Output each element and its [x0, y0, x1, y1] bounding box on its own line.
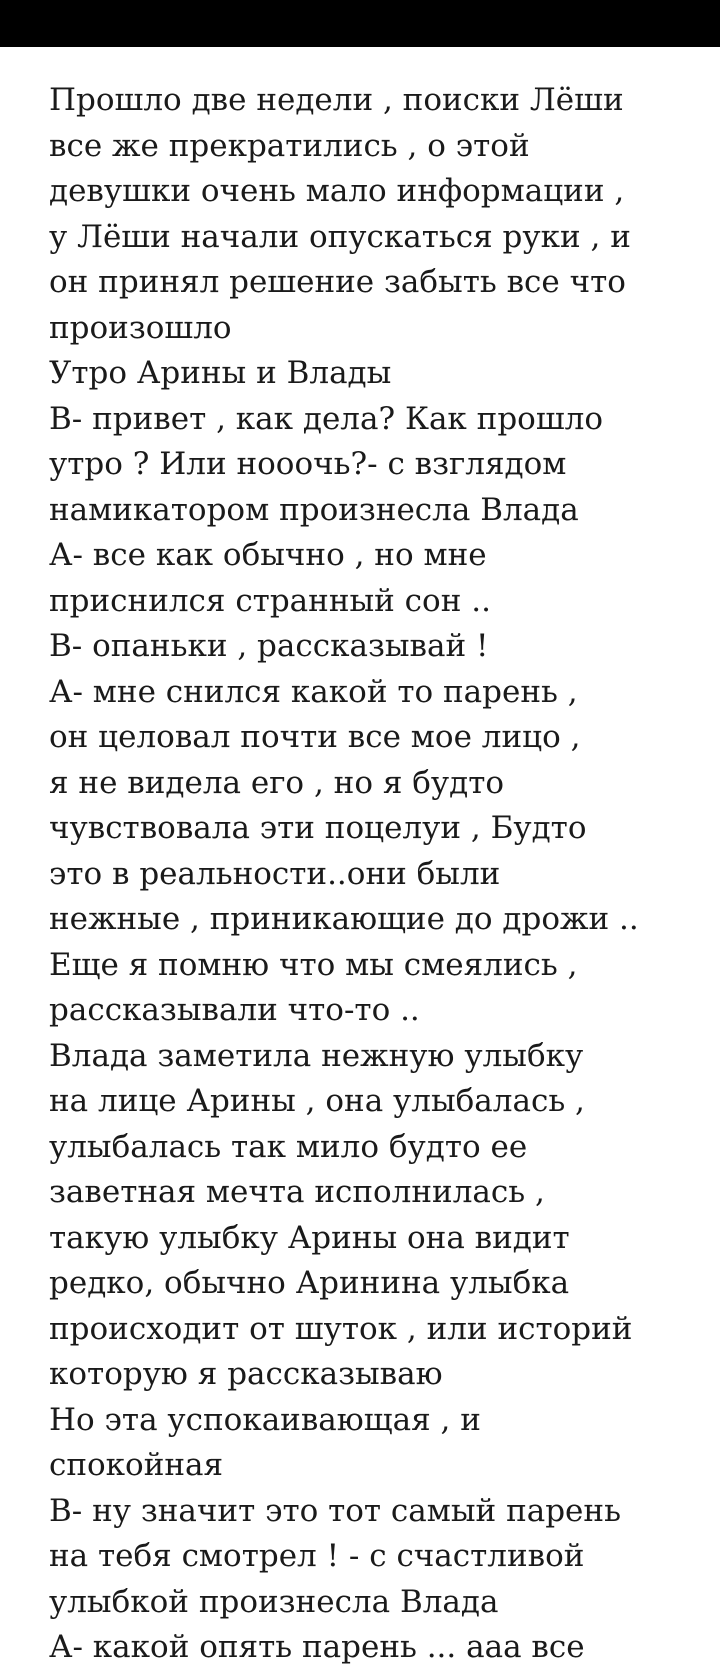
text-line: происходит от шуток , или историй [49, 1310, 633, 1347]
text-line: намикатором произнесла Влада [49, 491, 579, 528]
text-line: А- все как обычно , но мне [49, 537, 487, 573]
text-line: В- привет , как дела? Как прошло [49, 400, 604, 437]
text-line: В- ну значит это тот самый парень [49, 1492, 621, 1529]
text-line: это в реальности..они были [49, 855, 501, 892]
text-line: Но эта успокаивающая , и [49, 1401, 481, 1438]
text-line: он принял решение забыть все что [49, 264, 626, 300]
text-line: спокойная [49, 1447, 224, 1483]
text-line: приснился странный сон .. [49, 582, 491, 619]
text-line: он целовал почти все мое лицо , [49, 719, 581, 755]
text-line: улыбалась так мило будто ее [49, 1128, 528, 1165]
text-line: рассказывали что-то .. [49, 992, 420, 1028]
text-line: девушки очень мало информации , [49, 173, 625, 209]
status-bar [0, 0, 720, 47]
text-line: я не видела его , но я будто [49, 764, 505, 801]
text-line: Прошло две недели , поиски Лёши [49, 82, 624, 118]
text-line: такую улыбку Арины она видит [49, 1219, 570, 1256]
text-line: произошло [49, 309, 232, 346]
text-line: Еще я помню что мы смеялись , [49, 946, 578, 983]
text-line: чувствовала эти поцелуи , Будто [49, 810, 587, 846]
text-line: А- какой опять парень ... ааа все [49, 1629, 585, 1665]
text-line: заветная мечта исполнилась , [49, 1174, 545, 1210]
text-line: В- опаньки , рассказывай ! [49, 628, 489, 664]
text-line: редко, обычно Аринина улыбка [49, 1265, 570, 1301]
text-line: все же прекратились , о этой [49, 127, 530, 164]
text-line: улыбкой произнесла Влада [49, 1583, 499, 1620]
text-line: Утро Арины и Влады [49, 355, 392, 391]
text-line: утро ? Или нооочь?- с взглядом [49, 446, 567, 482]
text-line: у Лёши начали опускаться руки , и [49, 218, 631, 255]
text-line: на лице Арины , она улыбалась , [49, 1083, 585, 1119]
text-line: нежные , приникающие до дрожи .. [49, 901, 639, 937]
text-line: А- мне снился какой то парень , [49, 673, 578, 710]
story-text [49, 78, 709, 1671]
text-line: которую я рассказываю [49, 1356, 443, 1392]
text-line: на тебя смотрел ! - с счастливой [49, 1538, 585, 1574]
text-line: Влада заметила нежную улыбку [49, 1037, 584, 1074]
